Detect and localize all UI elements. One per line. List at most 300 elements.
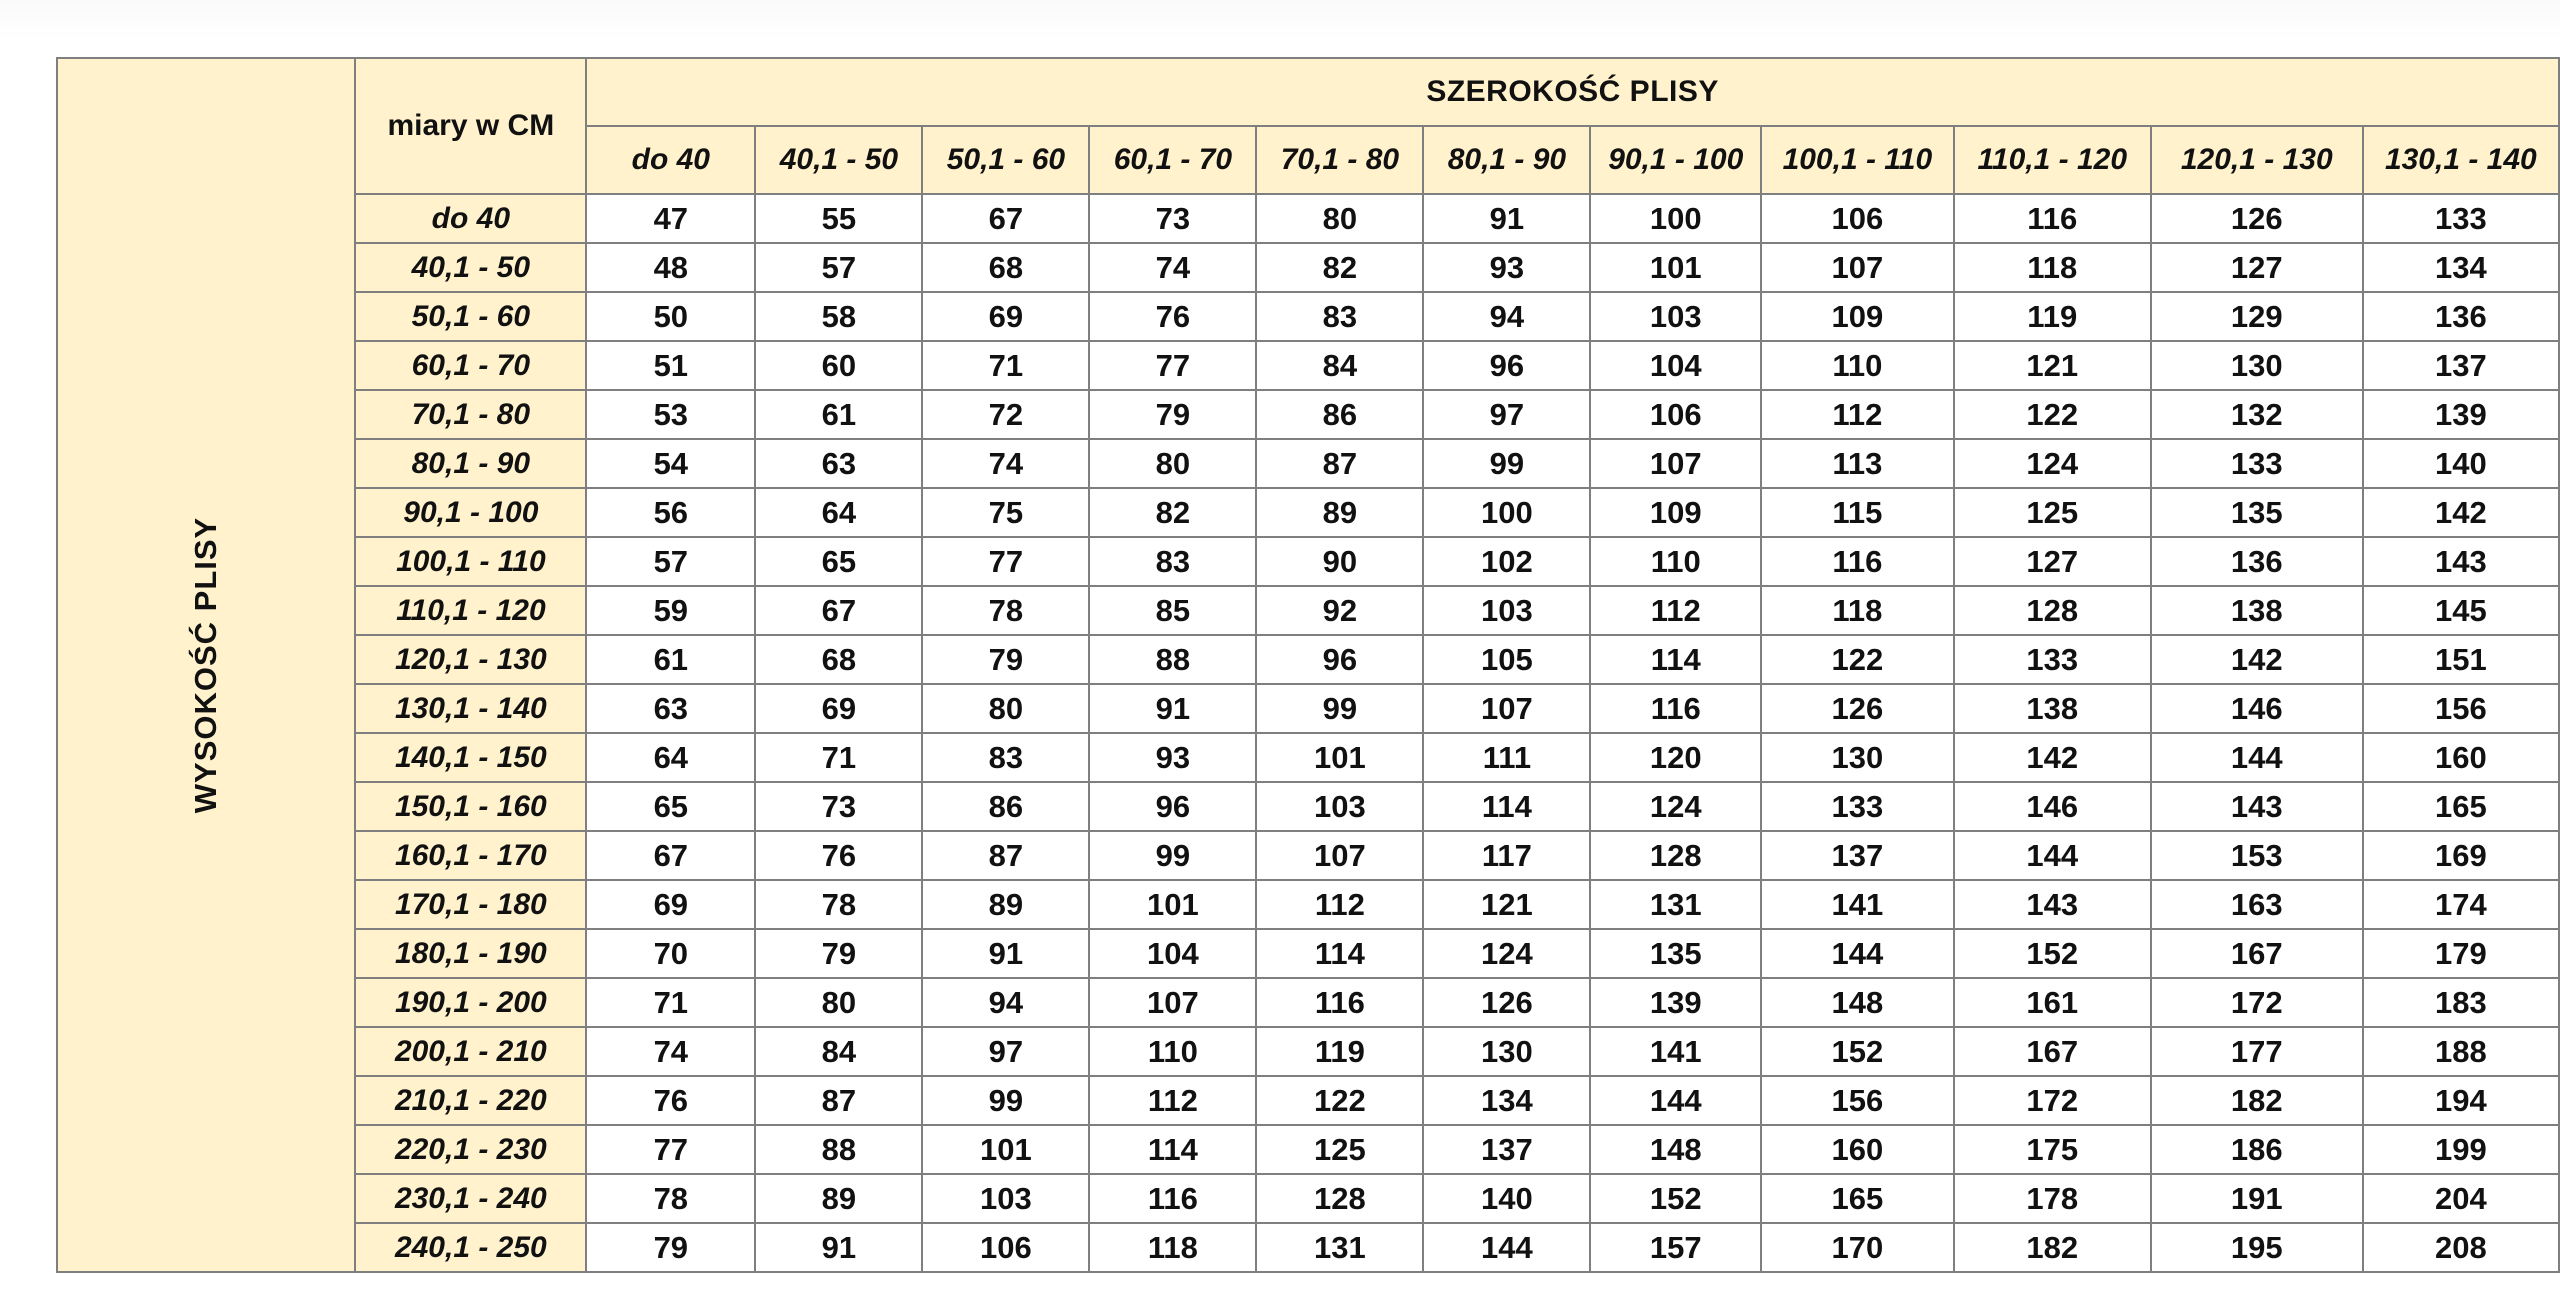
table-cell[interactable]: 80	[755, 978, 922, 1027]
table-cell[interactable]: 163	[2151, 880, 2363, 929]
table-cell[interactable]: 140	[2363, 439, 2559, 488]
table-cell[interactable]: 152	[1954, 929, 2151, 978]
table-cell[interactable]: 157	[1590, 1223, 1761, 1272]
table-cell[interactable]: 77	[922, 537, 1089, 586]
row-group-title-cell[interactable]	[57, 58, 355, 1272]
table-cell[interactable]: 114	[1423, 782, 1590, 831]
row-header[interactable]: 160,1 - 170	[355, 831, 586, 880]
table-cell[interactable]: 136	[2363, 292, 2559, 341]
table-cell[interactable]: 137	[1761, 831, 1954, 880]
table-cell[interactable]: 118	[1089, 1223, 1256, 1272]
table-cell[interactable]: 165	[2363, 782, 2559, 831]
table-cell[interactable]: 191	[2151, 1174, 2363, 1223]
table-cell[interactable]: 118	[1761, 586, 1954, 635]
table-cell[interactable]: 96	[1423, 341, 1590, 390]
table-cell[interactable]: 141	[1761, 880, 1954, 929]
table-cell[interactable]: 78	[586, 1174, 755, 1223]
table-cell[interactable]: 63	[586, 684, 755, 733]
table-cell[interactable]: 106	[1590, 390, 1761, 439]
table-cell[interactable]: 119	[1256, 1027, 1423, 1076]
table-cell[interactable]: 131	[1256, 1223, 1423, 1272]
table-cell[interactable]: 144	[1761, 929, 1954, 978]
row-header[interactable]: 230,1 - 240	[355, 1174, 586, 1223]
table-cell[interactable]: 110	[1089, 1027, 1256, 1076]
row-header[interactable]: 110,1 - 120	[355, 586, 586, 635]
table-cell[interactable]: 135	[2151, 488, 2363, 537]
table-cell[interactable]: 179	[2363, 929, 2559, 978]
table-cell[interactable]: 125	[1954, 488, 2151, 537]
table-cell[interactable]: 131	[1590, 880, 1761, 929]
table-cell[interactable]: 80	[1089, 439, 1256, 488]
table-row	[57, 1125, 2559, 1174]
table-cell[interactable]: 107	[1590, 439, 1761, 488]
table-row	[57, 292, 2559, 341]
table-cell[interactable]: 71	[922, 341, 1089, 390]
table-cell[interactable]: 103	[1423, 586, 1590, 635]
table-cell[interactable]: 188	[2363, 1027, 2559, 1076]
table-cell[interactable]: 109	[1761, 292, 1954, 341]
table-cell[interactable]: 144	[1423, 1223, 1590, 1272]
row-header[interactable]: 140,1 - 150	[355, 733, 586, 782]
table-cell[interactable]: 204	[2363, 1174, 2559, 1223]
table-cell[interactable]: 119	[1954, 292, 2151, 341]
table-cell[interactable]: 136	[2151, 537, 2363, 586]
table-cell[interactable]: 199	[2363, 1125, 2559, 1174]
table-cell[interactable]: 63	[755, 439, 922, 488]
table-cell[interactable]: 82	[1089, 488, 1256, 537]
table-cell[interactable]: 142	[2151, 635, 2363, 684]
table-cell[interactable]: 177	[2151, 1027, 2363, 1076]
table-cell[interactable]: 143	[1954, 880, 2151, 929]
table-cell[interactable]: 146	[2151, 684, 2363, 733]
table-cell[interactable]: 71	[755, 733, 922, 782]
table-cell[interactable]: 64	[755, 488, 922, 537]
table-cell[interactable]: 133	[1954, 635, 2151, 684]
table-cell[interactable]: 104	[1089, 929, 1256, 978]
table-cell[interactable]: 64	[586, 733, 755, 782]
table-cell[interactable]: 78	[922, 586, 1089, 635]
table-cell[interactable]: 91	[755, 1223, 922, 1272]
table-cell[interactable]: 91	[1423, 194, 1590, 243]
table-cell[interactable]: 107	[1761, 243, 1954, 292]
table-cell[interactable]: 99	[1423, 439, 1590, 488]
table-cell[interactable]: 104	[1590, 341, 1761, 390]
table-cell[interactable]: 172	[1954, 1076, 2151, 1125]
table-cell[interactable]: 86	[922, 782, 1089, 831]
table-cell[interactable]: 141	[1590, 1027, 1761, 1076]
table-cell[interactable]: 60	[755, 341, 922, 390]
corner-label: miary w CM	[387, 109, 555, 142]
table-cell[interactable]: 114	[1590, 635, 1761, 684]
table-cell[interactable]: 99	[922, 1076, 1089, 1125]
table-cell[interactable]: 74	[586, 1027, 755, 1076]
table-cell[interactable]: 94	[922, 978, 1089, 1027]
table-cell[interactable]: 142	[2363, 488, 2559, 537]
table-cell[interactable]: 153	[2151, 831, 2363, 880]
table-row	[57, 635, 2559, 684]
row-header[interactable]: do 40	[355, 194, 586, 243]
table-cell[interactable]: 152	[1590, 1174, 1761, 1223]
column-group-title-cell[interactable]	[586, 58, 2559, 126]
table-cell[interactable]: 96	[1089, 782, 1256, 831]
table-cell[interactable]: 79	[922, 635, 1089, 684]
table-cell[interactable]: 126	[1423, 978, 1590, 1027]
table-cell[interactable]: 113	[1761, 439, 1954, 488]
table-cell[interactable]: 80	[922, 684, 1089, 733]
table-cell[interactable]: 109	[1590, 488, 1761, 537]
column-header[interactable]: do 40	[586, 126, 755, 194]
row-header[interactable]: 220,1 - 230	[355, 1125, 586, 1174]
table-cell[interactable]: 124	[1590, 782, 1761, 831]
table-cell[interactable]: 175	[1954, 1125, 2151, 1174]
table-cell[interactable]: 87	[1256, 439, 1423, 488]
table-cell[interactable]: 88	[755, 1125, 922, 1174]
table-cell[interactable]: 110	[1590, 537, 1761, 586]
table-cell[interactable]: 139	[2363, 390, 2559, 439]
table-cell[interactable]: 93	[1423, 243, 1590, 292]
table-cell[interactable]: 69	[755, 684, 922, 733]
table-cell[interactable]: 86	[1256, 390, 1423, 439]
table-cell[interactable]: 194	[2363, 1076, 2559, 1125]
column-header[interactable]: 110,1 - 120	[1954, 126, 2151, 194]
table-cell[interactable]: 70	[586, 929, 755, 978]
table-cell[interactable]: 122	[1256, 1076, 1423, 1125]
table-cell[interactable]: 92	[1256, 586, 1423, 635]
table-cell[interactable]: 130	[1423, 1027, 1590, 1076]
table-cell[interactable]: 103	[1590, 292, 1761, 341]
table-cell[interactable]: 116	[1256, 978, 1423, 1027]
table-cell[interactable]: 195	[2151, 1223, 2363, 1272]
row-header[interactable]: 70,1 - 80	[355, 390, 586, 439]
table-cell[interactable]: 107	[1256, 831, 1423, 880]
table-cell[interactable]: 97	[1423, 390, 1590, 439]
table-cell[interactable]: 128	[1590, 831, 1761, 880]
table-cell[interactable]: 105	[1423, 635, 1590, 684]
table-cell[interactable]: 127	[1954, 537, 2151, 586]
table-cell[interactable]: 69	[586, 880, 755, 929]
table-cell[interactable]: 116	[1590, 684, 1761, 733]
table-cell[interactable]: 97	[922, 1027, 1089, 1076]
table-cell[interactable]: 170	[1761, 1223, 1954, 1272]
table-cell[interactable]: 77	[1089, 341, 1256, 390]
table-cell[interactable]: 99	[1256, 684, 1423, 733]
table-cell[interactable]: 117	[1423, 831, 1590, 880]
table-cell[interactable]: 172	[2151, 978, 2363, 1027]
table-cell[interactable]: 169	[2363, 831, 2559, 880]
table-cell[interactable]: 148	[1590, 1125, 1761, 1174]
table-cell[interactable]: 93	[1089, 733, 1256, 782]
table-cell[interactable]: 126	[2151, 194, 2363, 243]
table-cell[interactable]: 77	[586, 1125, 755, 1174]
table-cell[interactable]: 124	[1423, 929, 1590, 978]
table-cell[interactable]: 156	[2363, 684, 2559, 733]
table-cell[interactable]: 144	[1954, 831, 2151, 880]
table-cell[interactable]: 128	[1954, 586, 2151, 635]
column-header[interactable]: 100,1 - 110	[1761, 126, 1954, 194]
table-cell[interactable]: 132	[2151, 390, 2363, 439]
table-row	[57, 488, 2559, 537]
table-cell[interactable]: 106	[1761, 194, 1954, 243]
table-cell[interactable]: 127	[2151, 243, 2363, 292]
table-cell[interactable]: 91	[922, 929, 1089, 978]
table-cell[interactable]: 148	[1761, 978, 1954, 1027]
table-cell[interactable]: 114	[1089, 1125, 1256, 1174]
table-cell[interactable]: 161	[1954, 978, 2151, 1027]
table-cell[interactable]: 100	[1590, 194, 1761, 243]
row-group-title: WYSOKOŚĆ PLISY	[188, 516, 224, 814]
table-cell[interactable]: 144	[2151, 733, 2363, 782]
row-header[interactable]: 200,1 - 210	[355, 1027, 586, 1076]
table-cell[interactable]: 75	[922, 488, 1089, 537]
table-cell[interactable]: 116	[1089, 1174, 1256, 1223]
table-row	[57, 978, 2559, 1027]
table-row	[57, 243, 2559, 292]
table-cell[interactable]: 80	[1256, 194, 1423, 243]
table-cell[interactable]: 137	[1423, 1125, 1590, 1174]
row-header[interactable]: 120,1 - 130	[355, 635, 586, 684]
table-cell[interactable]: 50	[586, 292, 755, 341]
row-header[interactable]: 80,1 - 90	[355, 439, 586, 488]
table-cell[interactable]: 124	[1954, 439, 2151, 488]
table-cell[interactable]: 121	[1423, 880, 1590, 929]
table-cell[interactable]: 122	[1954, 390, 2151, 439]
row-header[interactable]: 50,1 - 60	[355, 292, 586, 341]
column-group-title: SZEROKOŚĆ PLISY	[1426, 75, 1719, 108]
table-cell[interactable]: 67	[586, 831, 755, 880]
table-cell[interactable]: 57	[586, 537, 755, 586]
table-cell[interactable]: 83	[1089, 537, 1256, 586]
table-cell[interactable]: 186	[2151, 1125, 2363, 1174]
table-cell[interactable]: 56	[586, 488, 755, 537]
table-cell[interactable]: 101	[1256, 733, 1423, 782]
table-cell[interactable]: 167	[2151, 929, 2363, 978]
table-cell[interactable]: 165	[1761, 1174, 1954, 1223]
table-cell[interactable]: 143	[2363, 537, 2559, 586]
row-header[interactable]: 40,1 - 50	[355, 243, 586, 292]
table-cell[interactable]: 47	[586, 194, 755, 243]
table-cell[interactable]: 140	[1423, 1174, 1590, 1223]
table-cell[interactable]: 122	[1761, 635, 1954, 684]
table-cell[interactable]: 130	[2151, 341, 2363, 390]
table-cell[interactable]: 101	[1089, 880, 1256, 929]
table-cell[interactable]: 151	[2363, 635, 2559, 684]
table-cell[interactable]: 146	[1954, 782, 2151, 831]
table-cell[interactable]: 87	[755, 1076, 922, 1125]
table-cell[interactable]: 114	[1256, 929, 1423, 978]
table-cell[interactable]: 100	[1423, 488, 1590, 537]
row-header[interactable]: 130,1 - 140	[355, 684, 586, 733]
table-cell[interactable]: 121	[1954, 341, 2151, 390]
column-header[interactable]: 80,1 - 90	[1423, 126, 1590, 194]
column-header[interactable]: 60,1 - 70	[1089, 126, 1256, 194]
table-cell[interactable]: 183	[2363, 978, 2559, 1027]
row-header[interactable]: 190,1 - 200	[355, 978, 586, 1027]
table-cell[interactable]: 61	[755, 390, 922, 439]
table-cell[interactable]: 59	[586, 586, 755, 635]
table-cell[interactable]: 137	[2363, 341, 2559, 390]
table-cell[interactable]: 107	[1423, 684, 1590, 733]
table-cell[interactable]: 85	[1089, 586, 1256, 635]
table-cell[interactable]: 67	[922, 194, 1089, 243]
table-cell[interactable]: 125	[1256, 1125, 1423, 1174]
table-cell[interactable]: 84	[755, 1027, 922, 1076]
row-header[interactable]: 90,1 - 100	[355, 488, 586, 537]
row-header[interactable]: 180,1 - 190	[355, 929, 586, 978]
table-cell[interactable]: 94	[1423, 292, 1590, 341]
table-cell[interactable]: 152	[1761, 1027, 1954, 1076]
column-header[interactable]: 120,1 - 130	[2151, 126, 2363, 194]
table-cell[interactable]: 178	[1954, 1174, 2151, 1223]
table-cell[interactable]: 103	[922, 1174, 1089, 1223]
column-header[interactable]: 50,1 - 60	[922, 126, 1089, 194]
table-cell[interactable]: 112	[1761, 390, 1954, 439]
table-cell[interactable]: 72	[922, 390, 1089, 439]
table-cell[interactable]: 102	[1423, 537, 1590, 586]
table-cell[interactable]: 139	[1590, 978, 1761, 1027]
table-cell[interactable]: 88	[1089, 635, 1256, 684]
table-cell[interactable]: 208	[2363, 1223, 2559, 1272]
table-cell[interactable]: 112	[1590, 586, 1761, 635]
table-cell[interactable]: 160	[1761, 1125, 1954, 1174]
table-cell[interactable]: 112	[1089, 1076, 1256, 1125]
corner-cell[interactable]	[355, 58, 586, 194]
table-cell[interactable]: 79	[586, 1223, 755, 1272]
table-cell[interactable]: 79	[1089, 390, 1256, 439]
table-cell[interactable]: 55	[755, 194, 922, 243]
table-cell[interactable]: 65	[755, 537, 922, 586]
table-cell[interactable]: 82	[1256, 243, 1423, 292]
table-cell[interactable]: 76	[586, 1076, 755, 1125]
column-header[interactable]: 130,1 - 140	[2363, 126, 2559, 194]
table-cell[interactable]: 68	[922, 243, 1089, 292]
table-cell[interactable]: 68	[755, 635, 922, 684]
table-row	[57, 1223, 2559, 1272]
table-cell[interactable]: 48	[586, 243, 755, 292]
table-row	[57, 341, 2559, 390]
table-row	[57, 537, 2559, 586]
table-cell[interactable]: 91	[1089, 684, 1256, 733]
table-cell[interactable]: 160	[2363, 733, 2559, 782]
row-header[interactable]: 210,1 - 220	[355, 1076, 586, 1125]
table-cell[interactable]: 138	[2151, 586, 2363, 635]
table-cell[interactable]: 84	[1256, 341, 1423, 390]
row-header[interactable]: 240,1 - 250	[355, 1223, 586, 1272]
table-cell[interactable]: 73	[1089, 194, 1256, 243]
table-cell[interactable]: 145	[2363, 586, 2559, 635]
table-cell[interactable]: 101	[1590, 243, 1761, 292]
table-cell[interactable]: 133	[1761, 782, 1954, 831]
table-cell[interactable]: 107	[1089, 978, 1256, 1027]
table-cell[interactable]: 74	[922, 439, 1089, 488]
table-cell[interactable]: 167	[1954, 1027, 2151, 1076]
table-cell[interactable]: 116	[1954, 194, 2151, 243]
table-cell[interactable]: 115	[1761, 488, 1954, 537]
table-cell[interactable]: 120	[1590, 733, 1761, 782]
table-cell[interactable]: 111	[1423, 733, 1590, 782]
table-cell[interactable]: 112	[1256, 880, 1423, 929]
table-cell[interactable]: 138	[1954, 684, 2151, 733]
table-cell[interactable]: 126	[1761, 684, 1954, 733]
table-cell[interactable]: 182	[2151, 1076, 2363, 1125]
row-header[interactable]: 170,1 - 180	[355, 880, 586, 929]
column-header[interactable]: 90,1 - 100	[1590, 126, 1761, 194]
column-header[interactable]: 40,1 - 50	[755, 126, 922, 194]
price-table	[56, 57, 2560, 1273]
row-header[interactable]: 60,1 - 70	[355, 341, 586, 390]
table-cell[interactable]: 74	[1089, 243, 1256, 292]
table-row	[57, 684, 2559, 733]
table-cell[interactable]: 57	[755, 243, 922, 292]
table-cell[interactable]: 89	[755, 1174, 922, 1223]
table-cell[interactable]: 61	[586, 635, 755, 684]
table-row	[57, 586, 2559, 635]
table-cell[interactable]: 71	[586, 978, 755, 1027]
table-cell[interactable]: 128	[1256, 1174, 1423, 1223]
table-cell[interactable]: 87	[922, 831, 1089, 880]
table-cell[interactable]: 67	[755, 586, 922, 635]
table-row	[57, 194, 2559, 243]
table-cell[interactable]: 69	[922, 292, 1089, 341]
table-cell[interactable]: 144	[1590, 1076, 1761, 1125]
table-cell[interactable]: 106	[922, 1223, 1089, 1272]
table-cell[interactable]: 79	[755, 929, 922, 978]
table-cell[interactable]: 142	[1954, 733, 2151, 782]
table-cell[interactable]: 96	[1256, 635, 1423, 684]
table-cell[interactable]: 134	[2363, 243, 2559, 292]
table-cell[interactable]: 54	[586, 439, 755, 488]
table-cell[interactable]: 174	[2363, 880, 2559, 929]
table-cell[interactable]: 101	[922, 1125, 1089, 1174]
table-cell[interactable]: 182	[1954, 1223, 2151, 1272]
table-row	[57, 439, 2559, 488]
table-cell[interactable]: 129	[2151, 292, 2363, 341]
table-cell[interactable]: 103	[1256, 782, 1423, 831]
table-cell[interactable]: 90	[1256, 537, 1423, 586]
table-cell[interactable]: 53	[586, 390, 755, 439]
table-cell[interactable]: 143	[2151, 782, 2363, 831]
column-header[interactable]: 70,1 - 80	[1256, 126, 1423, 194]
table-cell[interactable]: 134	[1423, 1076, 1590, 1125]
table-cell[interactable]: 116	[1761, 537, 1954, 586]
table-cell[interactable]: 110	[1761, 341, 1954, 390]
table-cell[interactable]: 89	[1256, 488, 1423, 537]
table-cell[interactable]: 58	[755, 292, 922, 341]
table-cell[interactable]: 89	[922, 880, 1089, 929]
table-cell[interactable]: 65	[586, 782, 755, 831]
table-cell[interactable]: 78	[755, 880, 922, 929]
table-cell[interactable]: 51	[586, 341, 755, 390]
table-row	[57, 880, 2559, 929]
table-cell[interactable]: 76	[755, 831, 922, 880]
table-cell[interactable]: 83	[922, 733, 1089, 782]
table-cell[interactable]: 133	[2363, 194, 2559, 243]
table-cell[interactable]: 135	[1590, 929, 1761, 978]
table-cell[interactable]: 130	[1761, 733, 1954, 782]
table-cell[interactable]: 73	[755, 782, 922, 831]
table-row	[57, 390, 2559, 439]
table-cell[interactable]: 133	[2151, 439, 2363, 488]
table-cell[interactable]: 76	[1089, 292, 1256, 341]
row-header[interactable]: 150,1 - 160	[355, 782, 586, 831]
table-row	[57, 831, 2559, 880]
table-cell[interactable]: 83	[1256, 292, 1423, 341]
row-header[interactable]: 100,1 - 110	[355, 537, 586, 586]
table-row	[57, 1174, 2559, 1223]
table-cell[interactable]: 156	[1761, 1076, 1954, 1125]
table-cell[interactable]: 118	[1954, 243, 2151, 292]
table-cell[interactable]: 99	[1089, 831, 1256, 880]
table-row	[57, 1076, 2559, 1125]
